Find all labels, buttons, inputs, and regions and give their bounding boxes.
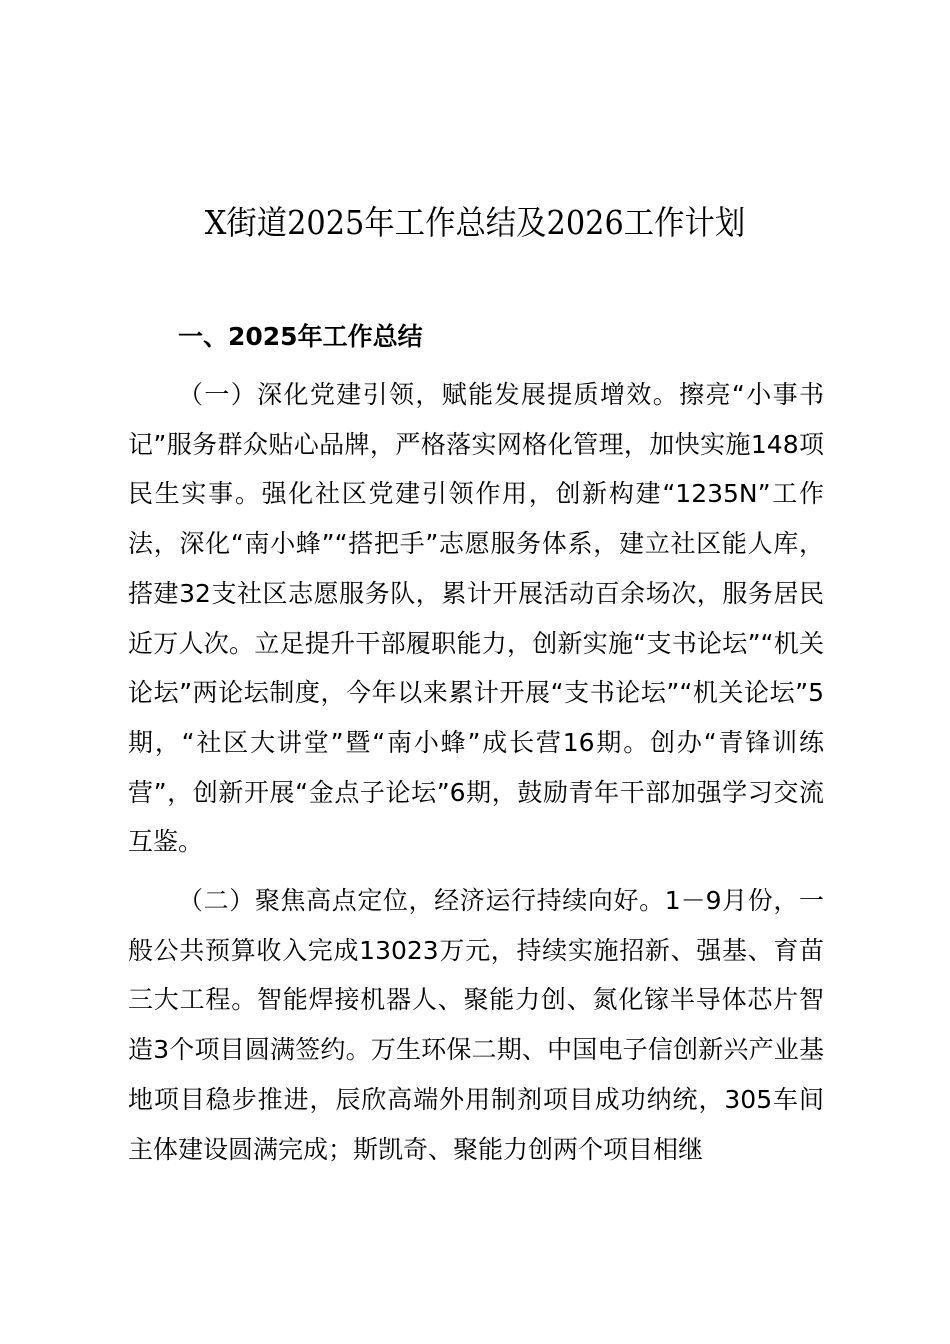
section-heading: 一、2025年工作总结 xyxy=(178,322,423,351)
paragraph: （一）深化党建引领，赋能发展提质增效。擦亮“小事书记”服务群众贴心品牌，严格落实网格化管理，加快实施148项民生实事。强化社区党建引领作用，创新构建“1235N”工作法，深化“南小蜂”“搭把手”志愿服务体系，建立社区能人库，搭建32支社区志愿服务队，累计开展活动百余场次，服务居民近万人次。立足提升干部履职能力，创新实施“支书论坛”“机关论坛”两论坛制度，今年以来累计开展“支书论坛”“机关论坛”5期，“社区大讲堂”暨“南小蜂”成长营16期。创办“青锋训练营”，创新开展“金点子论坛”6期，鼓励青年干部加强学习交流互鉴。 xyxy=(128,380,824,857)
paragraph: （二）聚焦高点定位，经济运行持续向好。1－9月份，一般公共预算收入完成13023万元，持续实施招新、强基、育苗三大工程。智能焊接机器人、聚能力创、氮化镓半导体芯片智造3个项目圆满签约。万生环保二期、中国电子信创新兴产业基地项目稳步推进，辰欣高端外用制剂项目成功纳统，305车间主体建设圆满完成；斯凯奇、聚能力创两个项目相继 xyxy=(128,886,824,1164)
document-title: X街道2025年工作总结及2026工作计划 xyxy=(204,203,746,242)
